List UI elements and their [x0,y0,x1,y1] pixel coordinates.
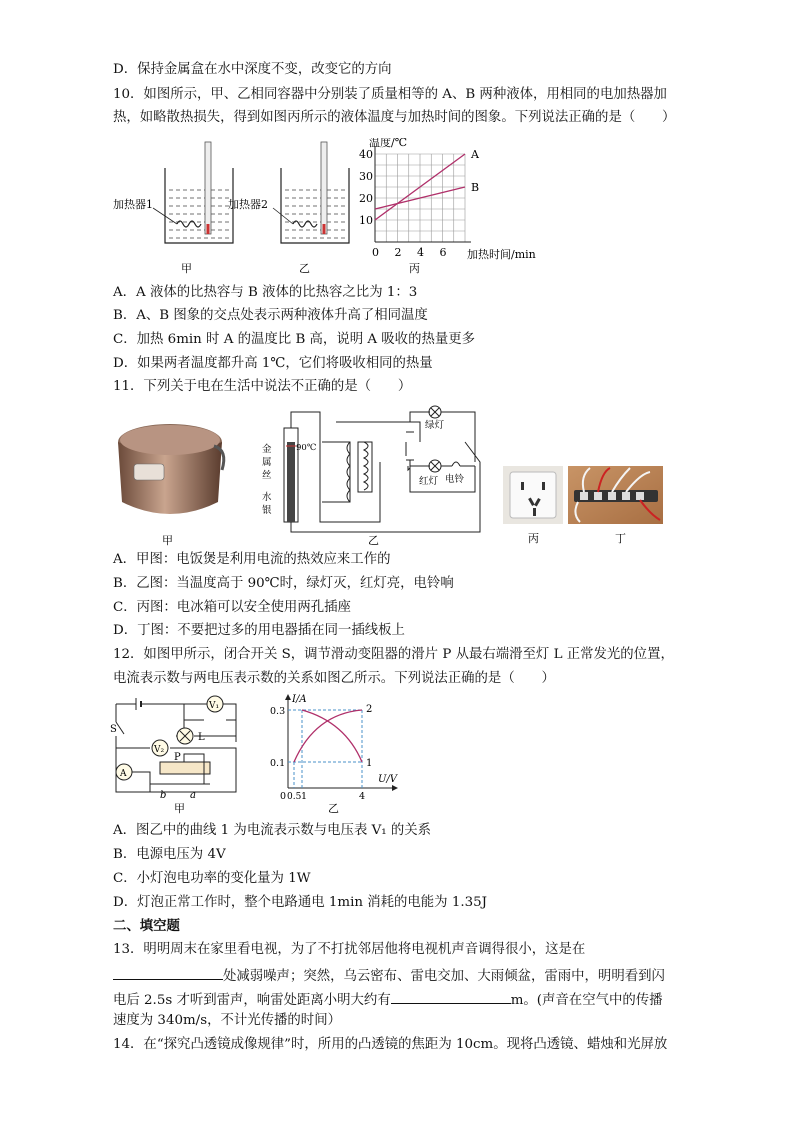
heater1-label: 加热器1 [113,198,153,211]
red-lamp-label: 红灯 [419,476,439,487]
q11-figure [110,402,700,547]
q10-stem-line1: 10．如图所示，甲、乙相同容器中分别装了质量相等的 A、B 两种液体，用相同的电加热器加 [113,87,667,102]
q12-option-a: A．图乙中的曲线 1 为电流表示数与电压表 V₁ 的关系 [113,823,432,838]
q10-stem-line2: 热，如略散热损失，得到如图丙所示的液体温度与加热时间的图象。下列说法正确的是（ ） [113,110,676,125]
q10-figure [113,138,553,288]
q13-line3 [113,989,663,1010]
tick-x-0: 0 [280,791,287,802]
y-axis-label: 温度/℃ [369,138,408,149]
q13-line1: 13．明明周末在家里看电视，为了不打扰邻居他将电视机声音调得很小，这是在 [113,942,586,957]
curve-2 [294,710,362,762]
green-lamp-label: 绿灯 [425,420,445,431]
q12-circuit-diagram [116,698,236,792]
x-tick-label: 0 [372,246,379,259]
q13-line2-text: 处减弱噪声；突然，乌云密布、雷电交加、大雨倾盆，雷雨中，明明看到闪 [223,969,665,984]
q9-option-d: D．保持金属盒在水中深度不变，改变它的方向 [113,62,392,77]
q12-stem-line2: 电流表示数与两电压表示数的关系如图乙所示。下列说法正确的是（ ） [113,671,555,686]
q13-line3-text-a: 电后 2.5s 才听到雷声，响雷处距离小明大约有 [113,993,391,1008]
q12-stem-line1: 12．如图甲所示，闭合开关 S，调节滑动变阻器的滑片 P 从最右端滑至灯 L 正常发光的位置， [113,647,674,662]
curve-1-label: 1 [366,758,373,769]
q12-figure [110,692,410,814]
q10-figure-svg [113,138,553,288]
q13-line2 [113,965,665,986]
q12-option-b: B．电源电压为 4V [113,847,226,862]
thermometer-icon [205,142,211,234]
caption-yi: 乙 [299,262,310,275]
section-heading-fill-in: 二、填空题 [113,918,180,934]
tick-x-1: 1 [301,791,308,802]
slider-label: P [174,752,181,763]
bell-label: 电铃 [445,474,465,485]
series-label-A: A [471,148,479,161]
q10-option-a: A．A 液体的比热容与 B 液体的比热容之比为 1：3 [113,285,418,300]
x-tick-label: 6 [439,246,447,259]
caption-jia: 甲 [174,802,185,814]
tick-x-4: 4 [359,791,366,802]
q11-option-b: B．乙图：当温度高于 90℃时，绿灯灭，红灯亮，电铃响 [113,576,454,591]
metal-wire-label-1: 金 [262,444,272,455]
caption-jia: 甲 [181,262,192,275]
caption-ding: 丁 [615,532,626,545]
y-tick-label: 10 [359,214,373,227]
terminal-b-label: b [160,790,167,801]
caption-jia: 甲 [162,534,173,547]
curve-2-label: 2 [366,704,373,715]
beaker-yi [273,142,349,243]
q11-option-a: A．甲图：电饭煲是利用电流的热效应来工作的 [113,552,391,567]
q12-option-c: C．小灯泡电功率的变化量为 1W [113,871,311,886]
wall-socket-image [503,466,563,524]
heater2-label: 加热器2 [228,198,268,211]
tick-x-0.5: 0.5 [287,792,302,802]
q13-line3-text-b: m。(声音在空气中的传播 [510,993,663,1008]
ammeter-label: A [120,769,127,779]
tick-y-0.1: 0.1 [270,758,286,769]
v1-label: V₁ [209,701,220,711]
caption-yi: 乙 [328,802,339,814]
mercury-label-1: 水 [262,492,272,503]
answer-blank-1[interactable] [113,965,223,980]
v2-label: V₂ [154,745,165,755]
q12-figure-svg [110,692,410,814]
relay-circuit-diagram [284,406,480,532]
y-tick-label: 30 [359,170,373,183]
q13-line4: 速度为 340m/s，不计光传播的时间） [113,1013,341,1028]
power-strip-image [568,466,663,524]
caption-yi: 乙 [368,534,379,547]
caption-bing: 丙 [528,532,539,545]
q11-figure-svg [110,402,700,547]
graph-xlabel: U/V [378,774,398,785]
q10-option-c: C．加热 6min 时 A 的温度比 B 高，说明 A 吸收的热量更多 [113,332,476,347]
y-tick-label: 20 [359,192,373,205]
thermometer-icon [321,142,327,234]
series-label-B: B [471,181,480,194]
graph-ylabel: I/A [292,694,307,705]
metal-wire-label-2: 属 [262,457,272,468]
y-tick-label: 40 [359,148,373,161]
x-tick-label: 2 [394,246,402,259]
q10-option-b: B．A、B 图象的交点处表示两种液体升高了相同温度 [113,308,428,323]
terminal-a-label: a [190,790,196,801]
x-axis-label: 加热时间/min [467,248,536,261]
q11-stem: 11．下列关于电在生活中说法不正确的是（ ） [113,379,412,394]
metal-wire-label-3: 丝 [262,470,272,481]
x-tick-label: 4 [417,246,424,259]
rice-cooker-image [118,424,224,514]
tick-y-0.3: 0.3 [270,706,286,717]
q10-option-d: D．如果两者温度都升高 1℃，它们将吸收相同的热量 [113,356,433,371]
q14-line1: 14．在“探究凸透镜成像规律”时，所用的凸透镜的焦距为 10cm。现将凸透镜、蜡烛和光屏放 [113,1037,668,1052]
switch-label: S [110,724,117,735]
caption-bing: 丙 [409,262,420,275]
answer-blank-2[interactable] [391,989,511,1004]
mercury-label-2: 银 [262,505,272,516]
temperature-time-chart [359,138,536,261]
beaker-jia [153,142,233,243]
lamp-label: L [198,732,205,743]
q11-option-c: C．丙图：电冰箱可以安全使用两孔插座 [113,600,351,615]
q12-option-d: D．灯泡正常工作时，整个电路通电 1min 消耗的电能为 1.35J [113,895,488,910]
temp-90-label: 90℃ [296,443,317,453]
q11-option-d: D．丁图：不要把过多的用电器插在同一插线板上 [113,623,405,638]
